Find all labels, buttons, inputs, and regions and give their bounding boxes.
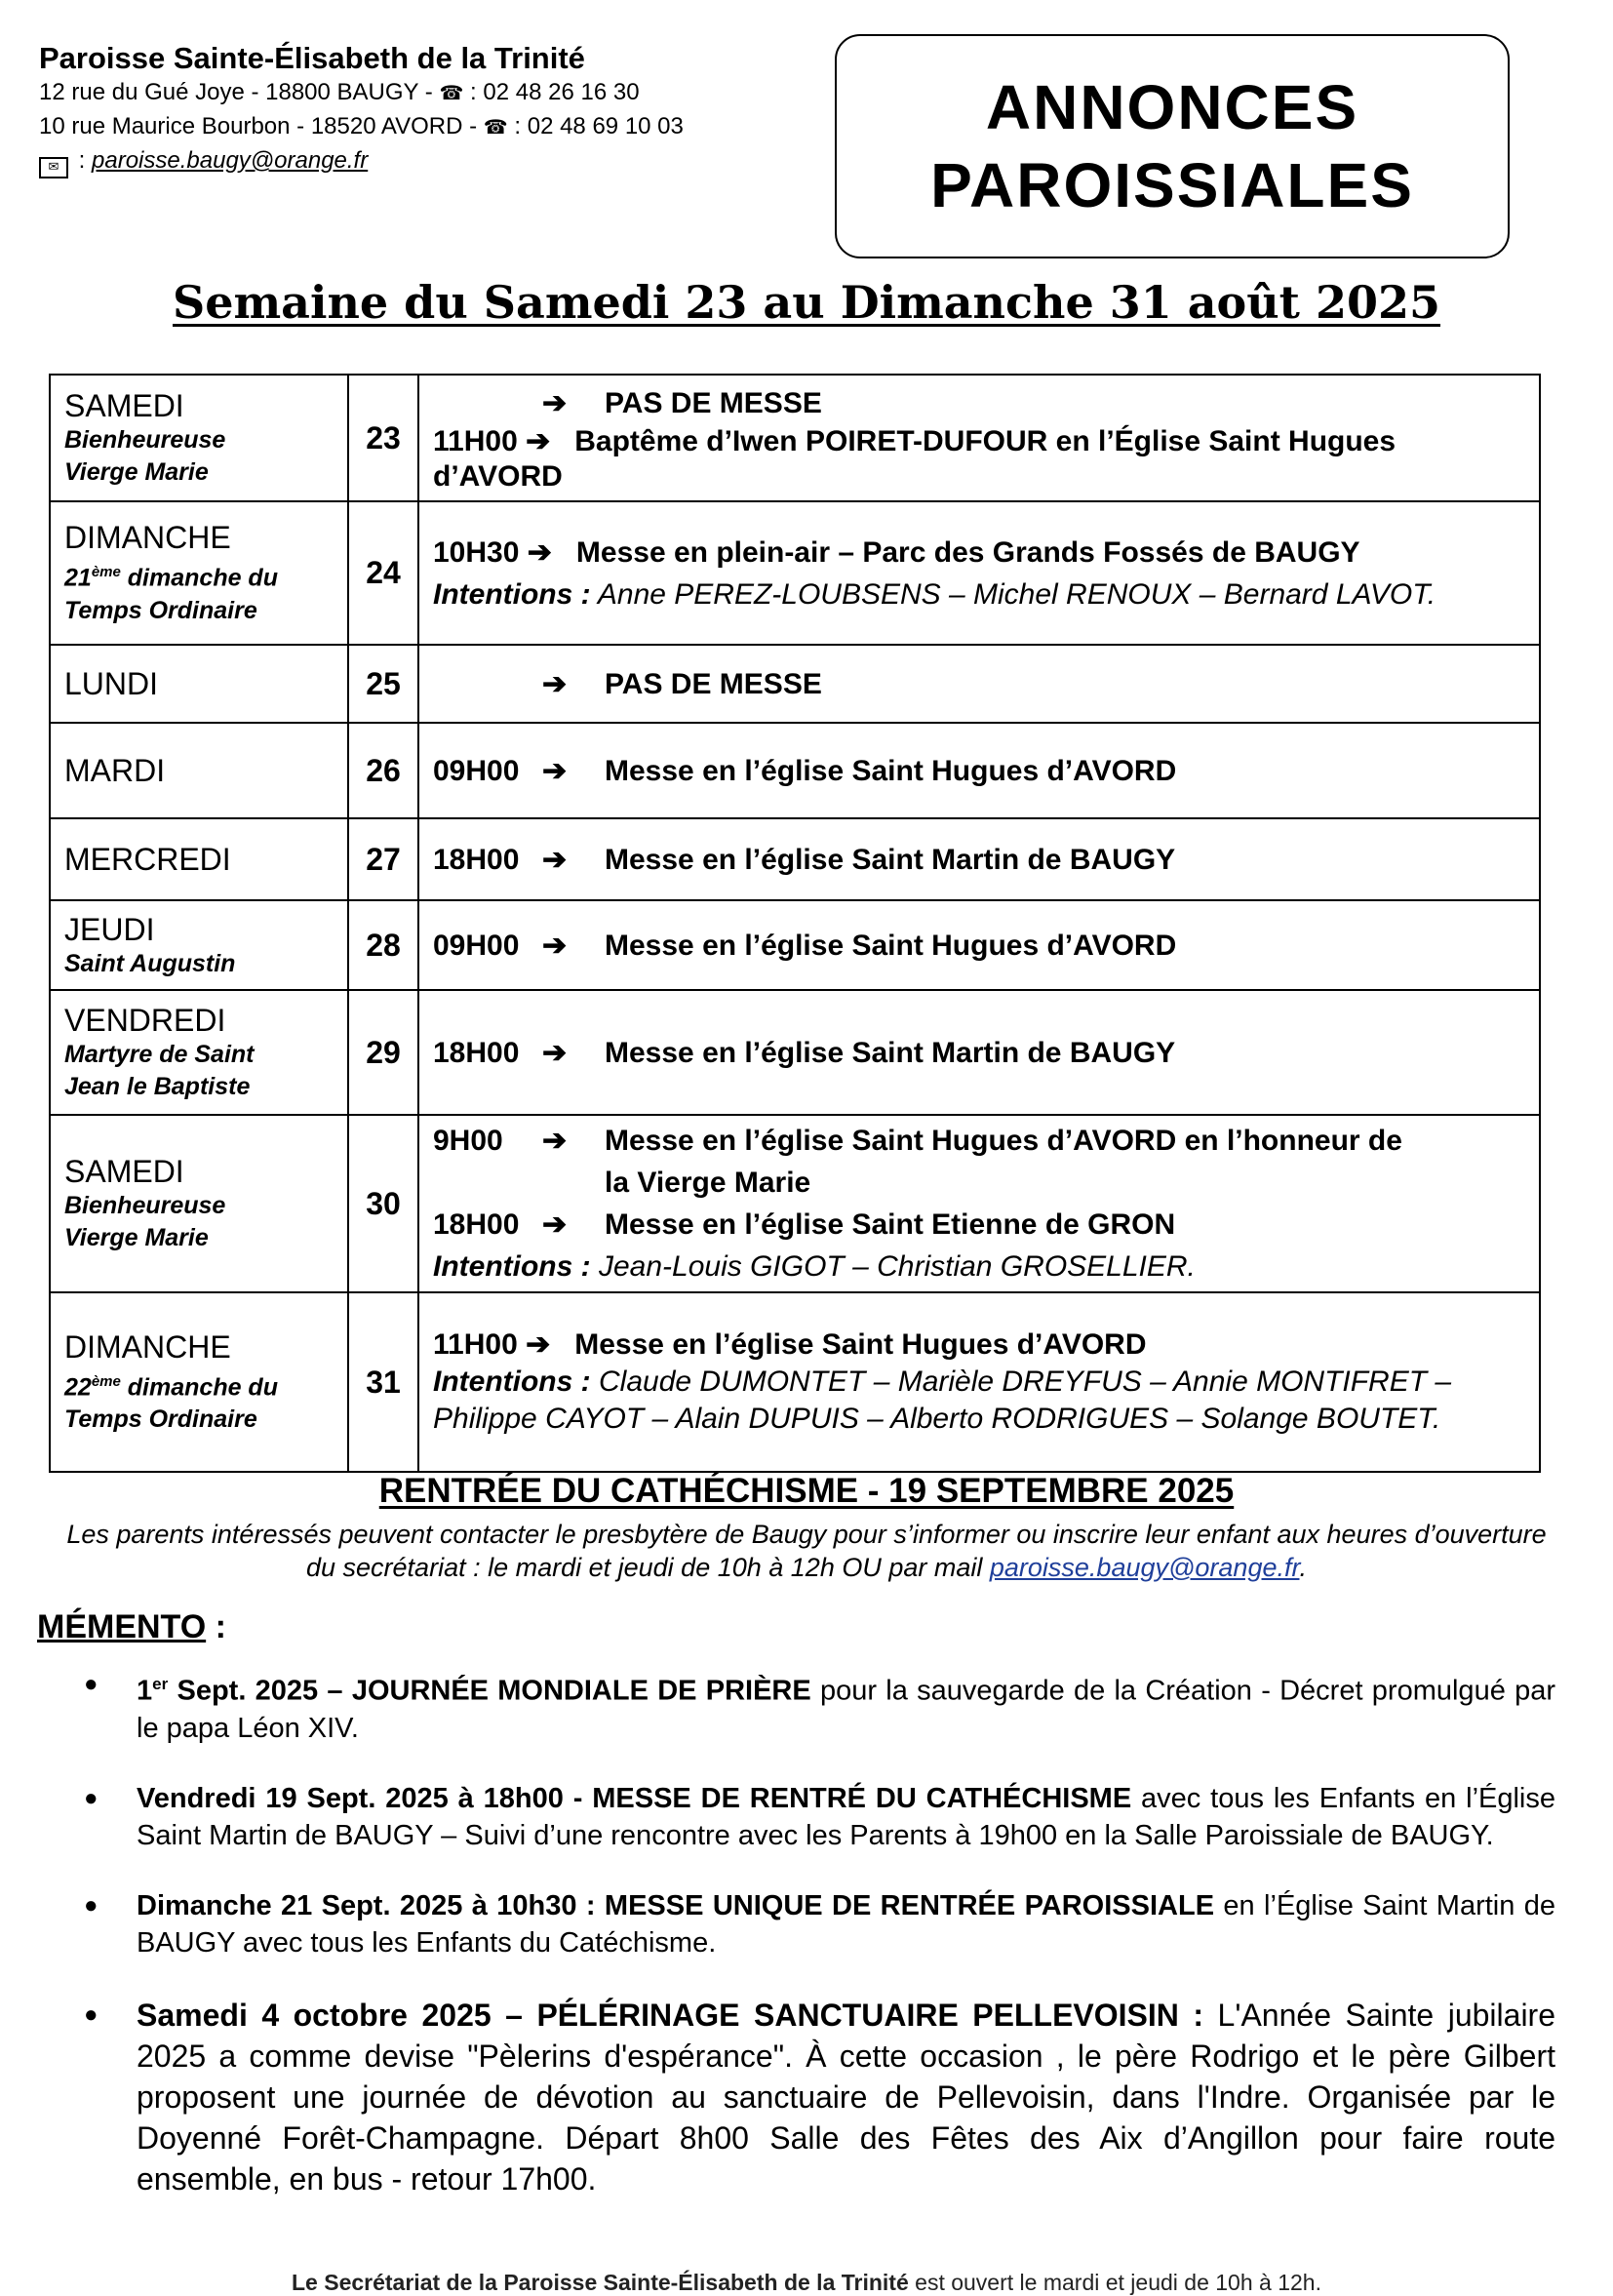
envelope-icon: ✉ (39, 157, 68, 178)
day-date: 25 (348, 645, 418, 723)
arrow-icon: ➔ (542, 1036, 568, 1069)
event-line-continued: la Vierge Marie (605, 1167, 811, 1199)
catechism-text: Les parents intéressés peuvent contacter le presbytère de Baugy pour s’informer ou inscrire leur enfant aux heures d’ouverture du secrétariat : le mardi et jeudi de 10h à 12h OU par mail paroisse.baugy@orange.fr. (66, 1520, 1547, 1582)
table-row (50, 375, 1540, 501)
intentions: Intentions : Claude DUMONTET – Marièle DREYFUS – Annie MONTIFRET – Philippe CAYOT – Alain DUPUIS – Alberto RODRIGUES – Solange BOUTET. (433, 1366, 1452, 1435)
arrow-icon: ➔ (542, 1125, 568, 1157)
table-row (50, 501, 1540, 645)
list-item: ● 1er Sept. 2025 – JOURNÉE MONDIALE DE PRIÈRE pour la sauvegarde de la Création - Décret promulgué par le papa Léon XIV. (78, 1666, 1555, 1747)
feast-label: Bienheureuse Vierge Marie (64, 1192, 226, 1251)
bullet-icon: ● (84, 1784, 98, 1811)
feast-label: Saint Augustin (64, 949, 236, 977)
event-line: 09H00 ➔ Messe en l’église Saint Hugues d’AVORD (433, 925, 1529, 967)
table-row (50, 723, 1540, 818)
feast-label: Bienheureuse Vierge Marie (64, 426, 226, 486)
table-row (50, 1115, 1540, 1292)
catechism-title: RENTRÉE DU CATHÉCHISME - 19 SEPTEMBRE 2025 (378, 1472, 1235, 1510)
day-date: 23 (348, 375, 418, 501)
day-name: MARDI (64, 753, 166, 788)
table-row (50, 1292, 1540, 1472)
memento-list (78, 1666, 1555, 2233)
bullet-icon: ● (84, 1891, 98, 1919)
day-name: DIMANCHE (64, 520, 231, 556)
list-item: ● Dimanche 21 Sept. 2025 à 10h30 : MESSE UNIQUE DE RENTRÉE PAROISSIALE en l’Église Saint Martin de BAUGY avec tous les Enfants du Catéchisme. (78, 1887, 1555, 1961)
arrow-icon: ➔ (542, 754, 568, 787)
arrow-icon: ➔ (542, 667, 568, 700)
announcements-title-box (835, 34, 1510, 258)
memento-title: MÉMENTO : (37, 1608, 226, 1645)
address-avord: 10 rue Maurice Bourbon - 18520 AVORD - ☎ : 02 48 69 10 03 (39, 110, 819, 144)
feast-label: 21ème dimanche du Temps Ordinaire (64, 564, 278, 624)
address-baugy: 12 rue du Gué Joye - 18800 BAUGY - ☎ : 02 48 26 16 30 (39, 76, 819, 110)
intentions: Intentions : Jean-Louis GIGOT – Christian GROSELLIER. (433, 1250, 1196, 1283)
event-line: 09H00 ➔ Messe en l’église Saint Hugues d’AVORD (433, 750, 1529, 792)
event-line: 11H00 ➔ Baptême d’Iwen POIRET-DUFOUR en l’Église Saint Hugues d’AVORD (433, 424, 1397, 493)
event-line: ➔ PAS DE MESSE (433, 663, 1529, 705)
title-line-1: ANNONCES (985, 72, 1359, 142)
email-link[interactable]: paroisse.baugy@orange.fr (92, 147, 369, 174)
arrow-icon: ➔ (542, 843, 568, 876)
day-name: DIMANCHE (64, 1328, 231, 1365)
parish-name: Paroisse Sainte-Élisabeth de la Trinité (39, 41, 585, 75)
phone-icon: ☎ (483, 117, 508, 139)
feast-label: 22ème dimanche du Temps Ordinaire (64, 1372, 278, 1434)
arrow-icon: ➔ (542, 929, 568, 962)
arrow-icon: ➔ (542, 386, 568, 419)
day-date: 31 (348, 1292, 418, 1472)
arrow-icon: ➔ (542, 1208, 568, 1241)
day-date: 29 (348, 990, 418, 1115)
arrow-icon: ➔ (526, 1328, 551, 1361)
day-name: VENDREDI (64, 1003, 226, 1038)
event-line: 11H00 ➔ Messe en l’église Saint Hugues d’AVORD (433, 1328, 1147, 1361)
day-name: MERCREDI (64, 842, 231, 877)
event-line: 18H00 ➔ Messe en l’église Saint Martin de BAUGY (433, 1032, 1529, 1074)
event-line: 10H30 ➔ Messe en plein-air – Parc des Grands Fossés de BAUGY (433, 535, 1360, 569)
event-line: 18H00 ➔ Messe en l’église Saint Martin de BAUGY (433, 839, 1529, 881)
day-date: 27 (348, 818, 418, 900)
event-line: 18H00 ➔ Messe en l’église Saint Etienne de GRON (433, 1204, 1529, 1246)
day-name: SAMEDI (64, 1154, 184, 1189)
bullet-icon: ● (84, 1671, 98, 1697)
intentions: Intentions : Anne PEREZ-LOUBSENS – Michel RENOUX – Bernard LAVOT. (433, 577, 1436, 611)
table-row (50, 818, 1540, 900)
day-date: 30 (348, 1115, 418, 1292)
title-line-2: PAROISSIALES (930, 150, 1414, 220)
email-link[interactable]: paroisse.baugy@orange.fr (989, 1553, 1300, 1582)
day-name: SAMEDI (64, 388, 184, 423)
table-row (50, 900, 1540, 990)
schedule-table (49, 374, 1541, 1473)
table-row (50, 990, 1540, 1115)
list-item: ● Vendredi 19 Sept. 2025 à 18h00 - MESSE DE RENTRÉ DU CATHÉCHISME avec tous les Enfants en l’Église Saint Martin de BAUGY – Suivi d’une rencontre avec les Parents à 19h00 en la Salle Paroissiale de BAUGY. (78, 1780, 1555, 1854)
day-date: 26 (348, 723, 418, 818)
arrow-icon: ➔ (526, 424, 551, 457)
day-name: LUNDI (64, 666, 159, 701)
feast-label: Martyre de Saint Jean le Baptiste (64, 1041, 255, 1100)
email-line: ✉ : paroisse.baugy@orange.fr (39, 144, 819, 177)
day-date: 24 (348, 501, 418, 645)
parish-contact-block (39, 41, 819, 177)
list-item: ● Samedi 4 octobre 2025 – PÉLÉRINAGE SANCTUAIRE PELLEVOISIN : L'Année Sainte jubilaire 2025 a comme devise "Pèlerins d'espérance". À cette occasion , le père Rodrigo et le père Gilbert proposent une journée de dévotion au sanctuaire de Pellevoisin, dans l'Indre. Organisée par le Doyenné Forêt-Champagne. Départ 8h00 Salle des Fêtes des Aix d’Angillon pour faire route ensemble, en bus - retour 17h00. (78, 1995, 1555, 2199)
phone-icon: ☎ (439, 83, 464, 104)
table-row (50, 645, 1540, 723)
secretariat-footer: Le Secrétariat de la Paroisse Sainte-Élisabeth de la Trinité est ouvert le mardi et jeudi de 10h à 12h. (292, 2270, 1321, 2295)
event-line: 9H00 ➔ Messe en l’église Saint Hugues d’AVORD en l’honneur de (433, 1120, 1529, 1162)
week-title: Semaine du Samedi 23 au Dimanche 31 août 2025 (173, 276, 1440, 329)
bullet-icon: ● (84, 2000, 98, 2028)
arrow-icon: ➔ (527, 535, 552, 569)
day-name: JEUDI (64, 911, 155, 947)
day-date: 28 (348, 900, 418, 990)
event-line: ➔ PAS DE MESSE (433, 382, 1529, 424)
